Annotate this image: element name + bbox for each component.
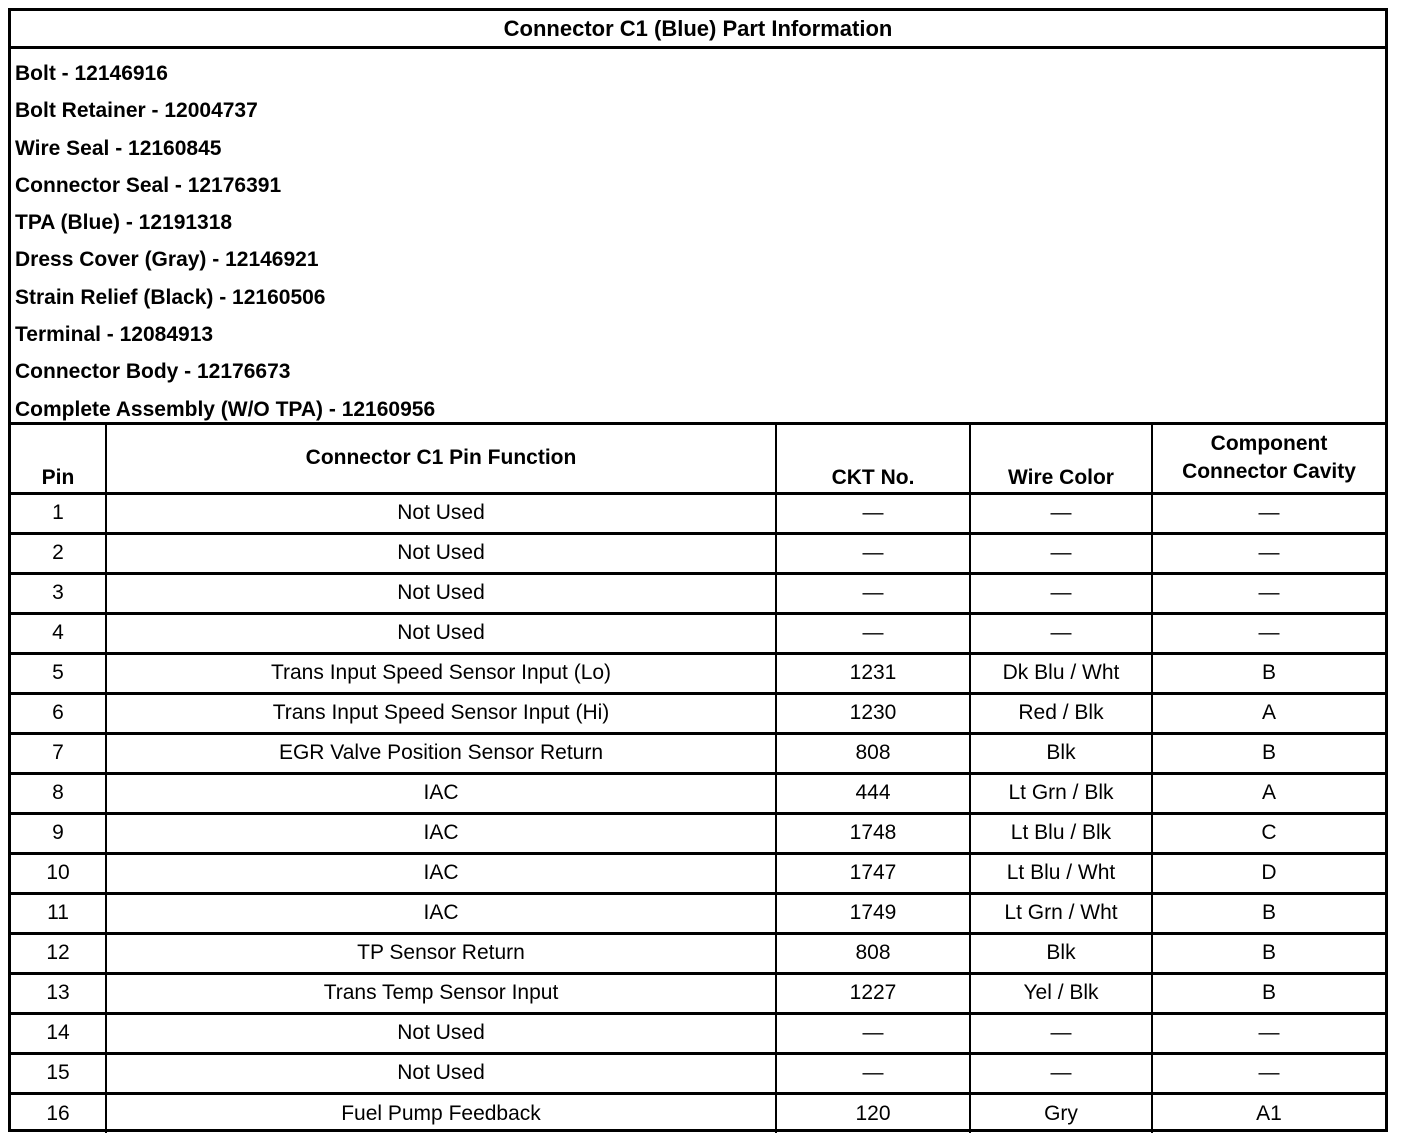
table-row (11, 853, 1385, 893)
table-title: Connector C1 (Blue) Part Information (11, 11, 1385, 49)
pin-cell: 14 (11, 1013, 106, 1053)
pin-cell: 4 (11, 613, 106, 653)
pin-cell: 3 (11, 573, 106, 613)
cavity-cell: — (1152, 1053, 1385, 1093)
column-header-ckt: CKT No. (776, 425, 970, 493)
pin-cell: 1 (11, 493, 106, 533)
function-cell: Not Used (106, 573, 776, 613)
wire-color-cell: Red / Blk (970, 693, 1152, 733)
cavity-cell: B (1152, 893, 1385, 933)
function-cell: EGR Valve Position Sensor Return (106, 733, 776, 773)
function-cell: Trans Input Speed Sensor Input (Hi) (106, 693, 776, 733)
pin-cell: 5 (11, 653, 106, 693)
wire-color-cell: — (970, 533, 1152, 573)
ckt-cell: — (776, 1053, 970, 1093)
ckt-cell: — (776, 493, 970, 533)
part-item-wire-seal: Wire Seal - 12160845 (15, 136, 222, 160)
wire-color-cell: Dk Blu / Wht (970, 653, 1152, 693)
cavity-cell: — (1152, 573, 1385, 613)
table-row (11, 1093, 1385, 1133)
ckt-cell: 1231 (776, 653, 970, 693)
function-cell: Trans Input Speed Sensor Input (Lo) (106, 653, 776, 693)
table-header-row (11, 425, 1385, 493)
function-cell: Trans Temp Sensor Input (106, 973, 776, 1013)
ckt-cell: 808 (776, 733, 970, 773)
ckt-cell: 1748 (776, 813, 970, 853)
cavity-cell: D (1152, 853, 1385, 893)
wire-color-cell: — (970, 493, 1152, 533)
ckt-cell: 1747 (776, 853, 970, 893)
pin-rows (11, 493, 1385, 1133)
part-item-dress-cover: Dress Cover (Gray) - 12146921 (15, 248, 319, 272)
function-cell: Not Used (106, 533, 776, 573)
pin-cell: 11 (11, 893, 106, 933)
function-cell: Not Used (106, 613, 776, 653)
table-row (11, 573, 1385, 613)
cavity-cell: — (1152, 493, 1385, 533)
function-cell: IAC (106, 813, 776, 853)
cavity-cell: B (1152, 733, 1385, 773)
table-row (11, 933, 1385, 973)
wire-color-cell: Lt Blu / Blk (970, 813, 1152, 853)
part-item-bolt-retainer: Bolt Retainer - 12004737 (15, 99, 258, 123)
function-cell: TP Sensor Return (106, 933, 776, 973)
column-header-cavity-line2: Connector Cavity (1182, 460, 1356, 484)
ckt-cell: 120 (776, 1093, 970, 1133)
wire-color-cell: Blk (970, 733, 1152, 773)
pin-function-table (11, 425, 1385, 1133)
part-item-tpa: TPA (Blue) - 12191318 (15, 211, 233, 235)
cavity-cell: A (1152, 773, 1385, 813)
function-cell: IAC (106, 773, 776, 813)
pin-cell: 7 (11, 733, 106, 773)
column-header-cavity (1152, 425, 1385, 493)
function-cell: Not Used (106, 1053, 776, 1093)
table-row (11, 733, 1385, 773)
table-row (11, 893, 1385, 933)
part-info-list (11, 49, 1385, 425)
pin-cell: 12 (11, 933, 106, 973)
function-cell: IAC (106, 853, 776, 893)
part-item-bolt: Bolt - 12146916 (15, 62, 168, 85)
pin-cell: 15 (11, 1053, 106, 1093)
column-header-function: Connector C1 Pin Function (106, 425, 776, 493)
cavity-cell: B (1152, 973, 1385, 1013)
part-item-connector-seal: Connector Seal - 12176391 (15, 173, 282, 197)
column-header-pin: Pin (11, 425, 106, 493)
ckt-cell: 1749 (776, 893, 970, 933)
table-row (11, 1013, 1385, 1053)
ckt-cell: — (776, 613, 970, 653)
pin-cell: 8 (11, 773, 106, 813)
wire-color-cell: Lt Grn / Wht (970, 893, 1152, 933)
ckt-cell: — (776, 533, 970, 573)
ckt-cell: 1230 (776, 693, 970, 733)
table-row (11, 693, 1385, 733)
function-cell: IAC (106, 893, 776, 933)
wire-color-cell: Yel / Blk (970, 973, 1152, 1013)
part-item-complete-assembly: Complete Assembly (W/O TPA) - 12160956 (15, 397, 436, 421)
wire-color-cell: — (970, 573, 1152, 613)
part-item-connector-body: Connector Body - 12176673 (15, 360, 291, 384)
pin-cell: 2 (11, 533, 106, 573)
pin-cell: 16 (11, 1093, 106, 1133)
pin-cell: 13 (11, 973, 106, 1013)
ckt-cell: 1227 (776, 973, 970, 1013)
wire-color-cell: Blk (970, 933, 1152, 973)
ckt-cell: — (776, 1013, 970, 1053)
table-row (11, 813, 1385, 853)
part-item-strain-relief: Strain Relief (Black) - 12160506 (15, 285, 326, 309)
cavity-cell: B (1152, 653, 1385, 693)
pin-cell: 9 (11, 813, 106, 853)
table-row (11, 653, 1385, 693)
cavity-cell: — (1152, 1013, 1385, 1053)
wire-color-cell: Gry (970, 1093, 1152, 1133)
table-row (11, 613, 1385, 653)
table-row (11, 773, 1385, 813)
wire-color-cell: — (970, 613, 1152, 653)
column-header-wire-color: Wire Color (970, 425, 1152, 493)
pin-cell: 6 (11, 693, 106, 733)
cavity-cell: — (1152, 533, 1385, 573)
cavity-cell: C (1152, 813, 1385, 853)
connector-info-sheet (8, 8, 1388, 1132)
cavity-cell: — (1152, 613, 1385, 653)
wire-color-cell: — (970, 1013, 1152, 1053)
table-row (11, 973, 1385, 1013)
wire-color-cell: — (970, 1053, 1152, 1093)
pin-cell: 10 (11, 853, 106, 893)
column-header-cavity-line1: Component (1210, 432, 1328, 456)
part-item-terminal: Terminal - 12084913 (15, 323, 214, 347)
table-row (11, 493, 1385, 533)
ckt-cell: — (776, 573, 970, 613)
wire-color-cell: Lt Grn / Blk (970, 773, 1152, 813)
ckt-cell: 444 (776, 773, 970, 813)
cavity-cell: A (1152, 693, 1385, 733)
ckt-cell: 808 (776, 933, 970, 973)
function-cell: Not Used (106, 1013, 776, 1053)
function-cell: Not Used (106, 493, 776, 533)
cavity-cell: B (1152, 933, 1385, 973)
wire-color-cell: Lt Blu / Wht (970, 853, 1152, 893)
cavity-cell: A1 (1256, 1101, 1282, 1125)
table-row (11, 533, 1385, 573)
function-cell: Fuel Pump Feedback (106, 1093, 776, 1133)
table-row (11, 1053, 1385, 1093)
